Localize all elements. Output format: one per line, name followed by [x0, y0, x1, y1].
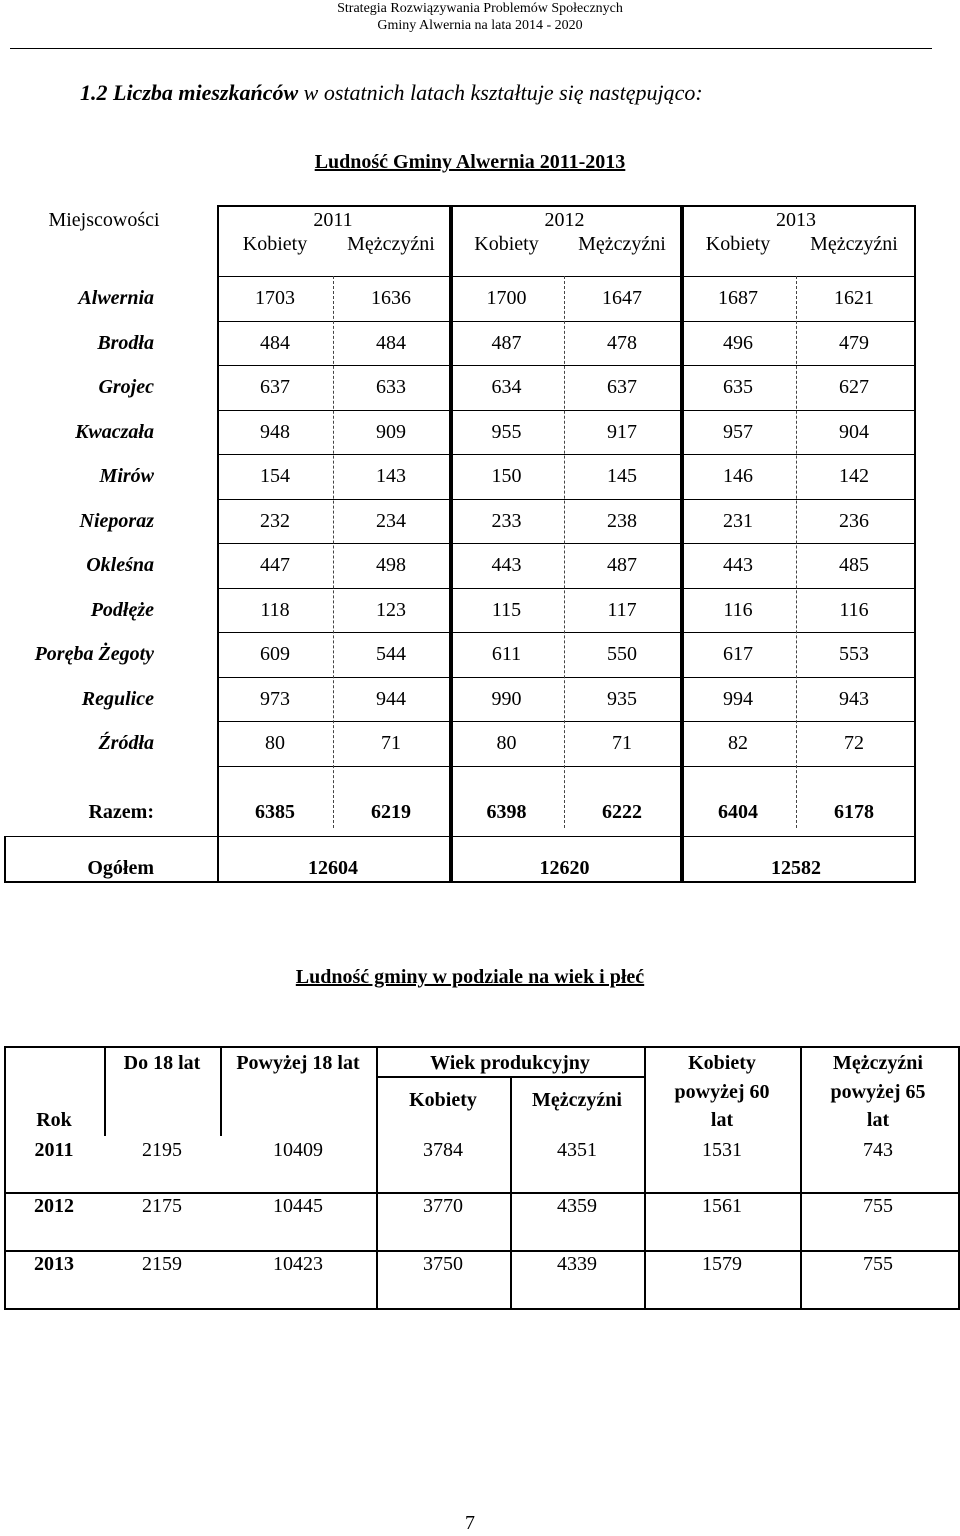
header-working-age: Wiek produkcyjny	[430, 1052, 590, 1074]
sub-header-female: Kobiety	[705, 233, 771, 255]
column-header-locality: Miejscowości	[48, 209, 160, 231]
age-value: 755	[863, 1195, 893, 1217]
sub-header-female: Kobiety	[474, 233, 539, 255]
locality-name: Źródła	[98, 732, 154, 754]
year-cell: 2012	[34, 1195, 74, 1217]
population-value: 627	[839, 376, 869, 398]
population-value: 487	[607, 554, 637, 576]
row-divider	[217, 499, 914, 500]
body-col-divider	[800, 1192, 802, 1250]
section-rest-text: w ostatnich latach kształtuje się następująco:	[303, 80, 703, 105]
population-value: 917	[607, 420, 637, 443]
row-divider	[217, 677, 914, 678]
population-value: 935	[607, 687, 637, 710]
body-col-divider	[510, 1250, 512, 1308]
population-value: 609	[260, 643, 290, 665]
age-value: 4359	[557, 1195, 597, 1217]
body-col-divider	[376, 1136, 378, 1192]
header-year: Rok	[36, 1109, 72, 1131]
locality-name: Brodła	[97, 331, 154, 354]
table2-title: Ludność gminy w podziale na wiek i płeć	[295, 966, 645, 988]
population-value: 1636	[371, 287, 411, 309]
age-value: 1531	[702, 1139, 742, 1161]
population-value: 118	[260, 598, 290, 621]
population-value: 553	[839, 643, 869, 665]
table1-title: Ludność Gminy Alwernia 2011-2013	[314, 151, 626, 173]
sub-header-male: Mężczyźni	[347, 233, 435, 255]
header-male-65-l1: Mężczyźni	[833, 1052, 923, 1074]
age-value: 3770	[423, 1195, 463, 1217]
locality-name: Okleśna	[86, 554, 154, 576]
population-value: 637	[607, 376, 637, 398]
population-value: 154	[260, 465, 290, 487]
population-value: 117	[607, 598, 637, 621]
age-value: 10423	[273, 1253, 323, 1275]
age-value: 2195	[142, 1139, 182, 1161]
working-header-rule	[376, 1076, 644, 1078]
population-value: 955	[491, 420, 522, 443]
population-value: 944	[376, 687, 406, 710]
sub-header-male: Mężczyźni	[578, 233, 666, 255]
header-line-2: Gminy Alwernia na lata 2014 - 2020	[377, 18, 583, 33]
locality-name: Grojec	[98, 376, 154, 398]
population-value: 1687	[718, 287, 758, 309]
population-value: 1703	[255, 287, 295, 309]
population-value: 909	[376, 420, 406, 443]
age-gender-table	[4, 1046, 960, 1310]
population-value: 1700	[486, 287, 527, 309]
population-value: 634	[491, 376, 522, 398]
row-divider	[217, 365, 914, 366]
population-value: 637	[260, 376, 290, 398]
population-value: 72	[844, 732, 864, 754]
row-divider	[217, 410, 914, 411]
population-value: 233	[491, 509, 522, 532]
population-value: 80	[265, 732, 285, 754]
population-value: 80	[496, 732, 517, 754]
population-value: 231	[723, 509, 753, 532]
age-value: 10445	[273, 1195, 323, 1217]
population-value: 1621	[834, 287, 874, 309]
locality-name: Alwernia	[78, 287, 154, 309]
year-header: 2013	[776, 209, 816, 231]
header-male-65-l3: lat	[866, 1109, 890, 1131]
locality-name: Mirów	[99, 465, 154, 487]
total-value: 6222	[602, 800, 642, 823]
body-col-divider	[376, 1250, 378, 1308]
population-value: 115	[491, 598, 522, 621]
header-line-1: Strategia Rozwiązywania Problemów Społecznych	[337, 1, 623, 16]
total-label: Razem:	[88, 800, 154, 823]
grand-total-value: 12582	[771, 856, 821, 879]
age-value: 2159	[142, 1253, 182, 1275]
total-divider	[217, 836, 914, 837]
population-value: 479	[839, 331, 869, 354]
grand-top	[4, 836, 217, 837]
age-value: 743	[863, 1139, 893, 1161]
total-value: 6219	[371, 800, 411, 823]
population-value: 498	[376, 554, 406, 576]
population-value: 617	[723, 643, 753, 665]
section-number: 1.2	[80, 80, 108, 105]
year-header: 2012	[544, 209, 585, 231]
header-female-60-l2: powyżej 60	[674, 1081, 770, 1103]
population-value: 973	[260, 687, 290, 710]
total-value: 6385	[255, 800, 295, 823]
section-bold-text: Liczba mieszkańców	[113, 80, 299, 105]
population-value: 71	[381, 732, 401, 754]
population-value: 71	[612, 732, 632, 754]
gender-divider	[796, 276, 797, 828]
header-male-65-l2: powyżej 65	[830, 1081, 926, 1103]
age-value: 1579	[702, 1253, 742, 1275]
population-value: 487	[491, 331, 522, 354]
population-value: 611	[491, 643, 522, 665]
body-col-divider	[644, 1136, 646, 1192]
population-value: 443	[723, 554, 753, 576]
body-col-divider	[376, 1192, 378, 1250]
sub-header-female: Kobiety	[242, 233, 308, 255]
grand-total-value: 12620	[539, 856, 590, 879]
age-value: 10409	[273, 1139, 323, 1161]
header-rule	[217, 276, 914, 277]
locality-name: Podłęże	[90, 598, 154, 621]
population-value: 443	[491, 554, 522, 576]
row-divider	[217, 721, 914, 722]
gender-divider	[333, 276, 334, 828]
header-working-male: Mężczyźni	[532, 1089, 622, 1111]
row-divider	[217, 454, 914, 455]
body-col-divider	[800, 1250, 802, 1308]
age-value: 1561	[702, 1195, 742, 1217]
page-header	[0, 0, 960, 34]
population-value: 238	[607, 509, 637, 532]
age-value: 3784	[423, 1139, 463, 1161]
header-under18: Do 18 lat	[123, 1052, 201, 1074]
header-rule	[10, 48, 932, 49]
locality-name: Kwaczała	[75, 420, 154, 443]
population-value: 990	[491, 687, 522, 710]
locality-name: Poręba Żegoty	[34, 643, 154, 665]
population-value: 994	[723, 687, 753, 710]
body-col-divider	[510, 1136, 512, 1192]
year-cell: 2013	[34, 1253, 74, 1275]
body-col-divider	[644, 1250, 646, 1308]
population-value: 234	[376, 509, 406, 532]
population-value: 550	[607, 643, 637, 665]
population-value: 150	[491, 465, 522, 487]
header-over18: Powyżej 18 lat	[236, 1052, 360, 1074]
age-value: 4351	[557, 1139, 597, 1161]
table2-border-bottom	[4, 1308, 960, 1310]
locality-name: Nieporaz	[79, 509, 154, 532]
population-value: 484	[376, 331, 406, 354]
total-value: 6404	[718, 800, 758, 823]
population-value: 485	[839, 554, 869, 576]
table2-border-top	[4, 1046, 960, 1048]
row-divider	[217, 588, 914, 589]
population-value: 447	[260, 554, 290, 576]
row-divider	[217, 766, 914, 767]
body-col-divider	[800, 1136, 802, 1192]
row-divider	[217, 632, 914, 633]
population-value: 1647	[602, 287, 642, 309]
population-value: 635	[723, 376, 753, 398]
population-value: 948	[260, 420, 290, 443]
population-value: 957	[723, 420, 753, 443]
body-col-divider	[644, 1192, 646, 1250]
population-value: 478	[607, 331, 637, 354]
body-col-divider	[510, 1192, 512, 1250]
header-female-60-l3: lat	[710, 1109, 734, 1131]
section-heading	[80, 80, 703, 106]
population-value: 943	[839, 687, 869, 710]
total-value: 6178	[834, 800, 874, 823]
age-value: 755	[863, 1253, 893, 1275]
page-number: 7	[465, 1512, 475, 1534]
population-value: 123	[376, 598, 406, 621]
header-female-60-l1: Kobiety	[688, 1052, 756, 1074]
age-value: 2175	[142, 1195, 182, 1217]
population-value: 484	[260, 331, 290, 354]
grand-total-label: Ogółem	[87, 856, 154, 879]
gender-divider	[564, 276, 565, 828]
total-value: 6398	[486, 800, 527, 823]
population-value: 143	[376, 465, 406, 487]
grand-total-value: 12604	[308, 856, 358, 879]
population-value: 145	[607, 465, 637, 487]
population-value: 142	[839, 465, 869, 487]
locality-name: Regulice	[81, 687, 154, 710]
year-header: 2011	[313, 209, 353, 231]
year-cell: 2011	[34, 1139, 74, 1161]
sub-header-male: Mężczyźni	[810, 233, 898, 255]
age-value: 4339	[557, 1253, 597, 1275]
frame-bottom	[4, 881, 914, 883]
population-value: 544	[376, 643, 406, 665]
population-value: 82	[728, 732, 748, 754]
row-divider	[217, 321, 914, 322]
header-working-female: Kobiety	[409, 1089, 477, 1111]
row-divider	[217, 543, 914, 544]
population-value: 904	[839, 420, 869, 443]
population-value: 146	[723, 465, 753, 487]
population-value: 496	[723, 331, 753, 354]
population-value: 236	[839, 509, 869, 532]
population-value: 116	[839, 598, 869, 621]
age-value: 3750	[423, 1253, 463, 1275]
population-value: 633	[376, 376, 406, 398]
population-table	[4, 205, 912, 883]
population-value: 116	[723, 598, 753, 621]
frame-left	[4, 836, 6, 884]
population-value: 232	[260, 509, 290, 532]
